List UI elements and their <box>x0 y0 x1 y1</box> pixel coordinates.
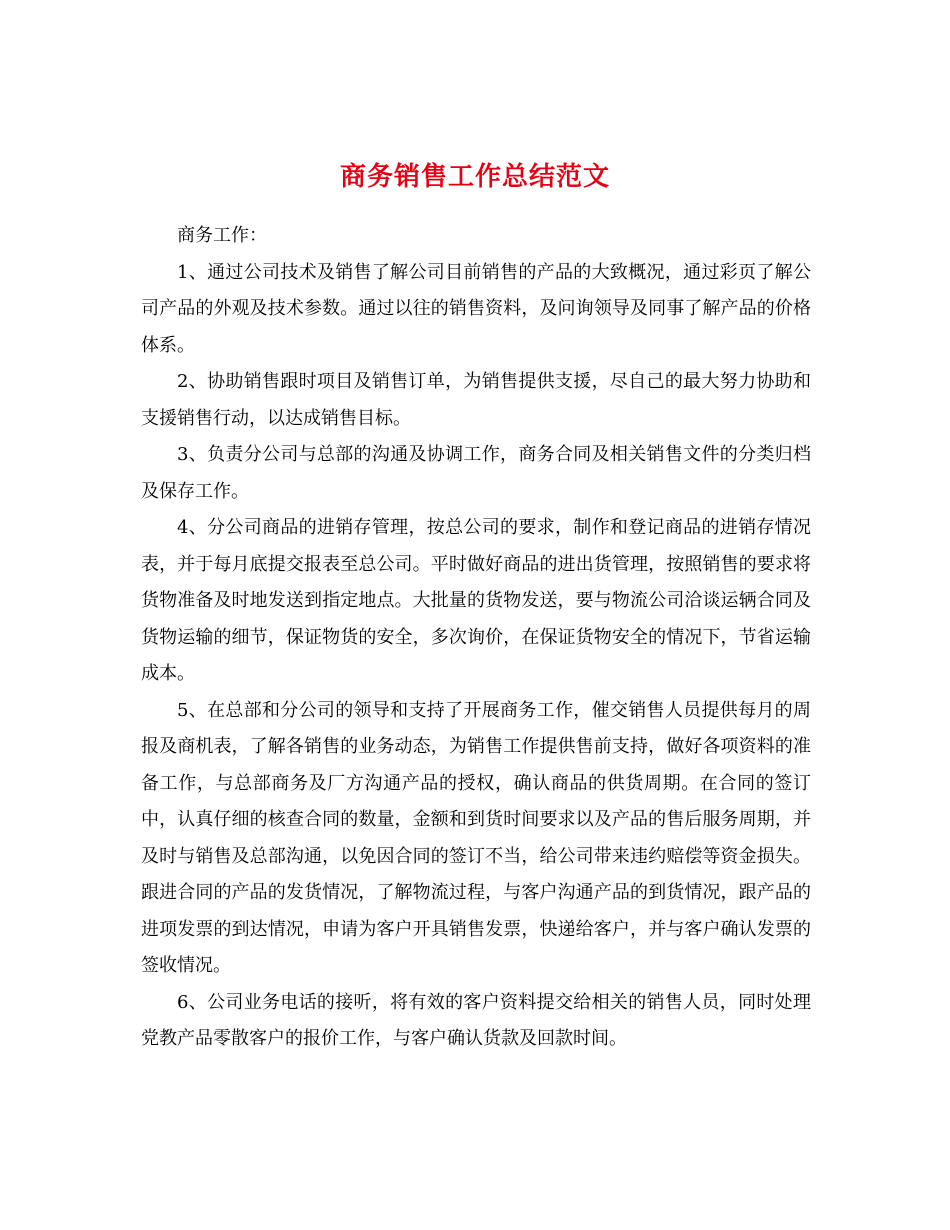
paragraph-item-3: 3、负责分公司与总部的沟通及协调工作，商务合同及相关销售文件的分类归档及保存工作。 <box>141 444 811 502</box>
paragraph-item-4: 4、分公司商品的进销存管理，按总公司的要求，制作和登记商品的进销存情况表，并于每月底提交报表至总公司。平时做好商品的进出货管理，按照销售的要求将货物准备及时地发送到指定地点。大批量的货物发送，要与物流公司洽谈运辆合同及货物运输的细节，保证物货的安全，多次询价，在保证货物安全的情况下，节省运输成本。 <box>141 517 811 684</box>
paragraph-item-2: 2、协助销售跟时项目及销售订单，为销售提供支援，尽自己的最大努力协助和支援销售行动，以达成销售目标。 <box>141 371 811 429</box>
paragraph-item-1: 1、通过公司技术及销售了解公司目前销售的产品的大致概况，通过彩页了解公司产品的外观及技术参数。通过以往的销售资料，及问询领导及同事了解产品的价格体系。 <box>141 261 811 356</box>
paragraph-heading: 商务工作： <box>177 225 267 246</box>
document-title: 商务销售工作总结范文 <box>339 162 610 193</box>
paragraph-item-5: 5、在总部和分公司的领导和支持了开展商务工作，催交销售人员提供每月的周报及商机表，了解各销售的业务动态，为销售工作提供售前支持，做好各项资料的准备工作，与总部商务及厂方沟通产品的授权，确认商品的供货周期。在合同的签订中，认真仔细的核查合同的数量，金额和到货时间要求以及产品的售后服务周期，并及时与销售及总部沟通，以免因合同的签订不当，给公司带来违约赔偿等资金损失。跟进合同的产品的发货情况，了解物流过程，与客户沟通产品的到货情况，跟产品的进项发票的到达情况，申请为客户开具销售发票，快递给客户，并与客户确认发票的签收情况。 <box>141 699 811 976</box>
document-body <box>141 218 811 1058</box>
paragraph-item-6: 6、公司业务电话的接听，将有效的客户资料提交给相关的销售人员，同时处理党教产品零散客户的报价工作，与客户确认货款及回款时间。 <box>141 991 811 1049</box>
